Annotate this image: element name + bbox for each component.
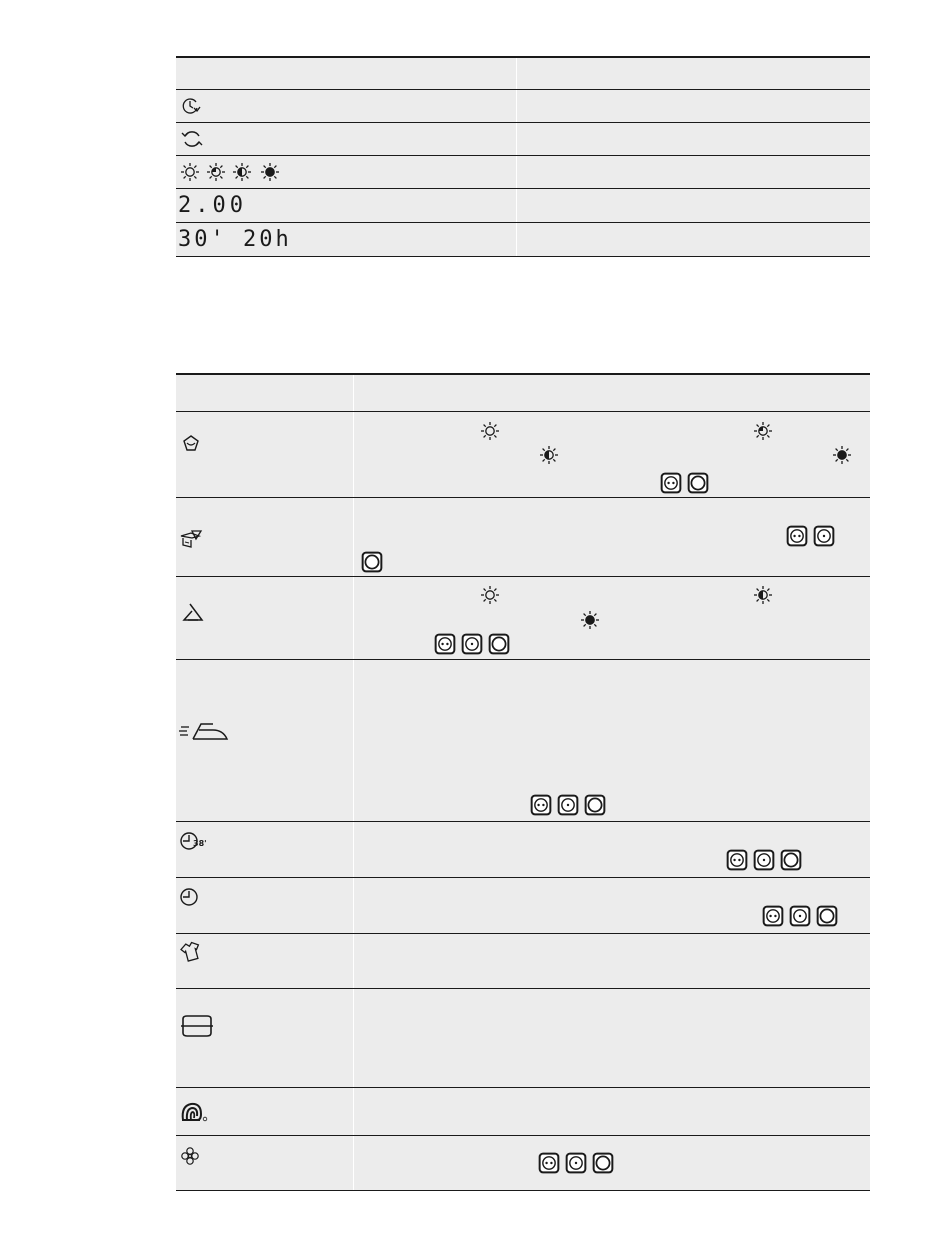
dry-standard-icon	[584, 794, 606, 816]
wool-icon	[179, 1100, 211, 1124]
storage-dry-icon	[831, 445, 853, 465]
dry-low-icon	[789, 905, 811, 927]
table-row	[176, 189, 870, 223]
dry-low-icon	[565, 1152, 587, 1174]
cottons-icon	[181, 434, 201, 454]
dry-low-icon	[753, 849, 775, 871]
dry-standard-icon	[488, 633, 510, 655]
delay-start-icon	[180, 96, 202, 116]
mixed-icon	[179, 941, 203, 963]
refresh-icon	[179, 1145, 201, 1167]
timer-icon	[179, 886, 201, 908]
cupboard-dry-icon	[752, 421, 774, 441]
extra-dry-icon	[479, 421, 501, 441]
table-row	[176, 577, 870, 660]
svg-text:38': 38'	[193, 839, 207, 848]
dry-high-icon	[762, 905, 784, 927]
table-header	[176, 56, 870, 90]
dry-high-icon	[660, 472, 682, 494]
iron-dry-icon	[752, 585, 774, 605]
dry-high-icon	[530, 794, 552, 816]
table-row	[176, 989, 870, 1088]
table-row	[176, 1088, 870, 1136]
dry-standard-icon	[816, 905, 838, 927]
dry-high-icon	[786, 525, 808, 547]
table-row	[176, 822, 870, 878]
synthetics-icon	[179, 529, 203, 551]
table-row	[176, 156, 870, 189]
time-38-icon	[179, 830, 213, 852]
dry-high-icon	[726, 849, 748, 871]
iron-dry-icon	[538, 445, 560, 465]
dry-standard-icon	[361, 551, 383, 573]
delicates-icon	[180, 602, 208, 624]
extra-dry-icon	[479, 585, 501, 605]
dry-standard-icon	[780, 849, 802, 871]
dryness-level-icons	[180, 162, 290, 184]
display-symbols-table	[176, 56, 870, 257]
storage-dry-icon	[579, 610, 601, 630]
programmes-table	[176, 373, 870, 1191]
table-row	[176, 90, 870, 123]
table-row	[176, 878, 870, 934]
table-row	[176, 1136, 870, 1191]
dry-low-icon	[461, 633, 483, 655]
dry-high-icon	[434, 633, 456, 655]
dry-low-icon	[813, 525, 835, 547]
dry-low-icon	[557, 794, 579, 816]
dry-standard-icon	[592, 1152, 614, 1174]
table-row	[176, 123, 870, 156]
table-row	[176, 223, 870, 257]
display-range: 30' 20h	[178, 227, 292, 252]
dry-standard-icon	[687, 472, 709, 494]
easy-iron-icon	[179, 720, 229, 742]
table-row	[176, 498, 870, 577]
table-header	[176, 373, 870, 412]
table-row	[176, 412, 870, 498]
dry-high-icon	[538, 1152, 560, 1174]
cycle-icon	[180, 128, 204, 150]
duvet-icon	[179, 1014, 215, 1038]
display-time: 2.00	[178, 193, 247, 218]
table-row	[176, 660, 870, 822]
table-row	[176, 934, 870, 989]
